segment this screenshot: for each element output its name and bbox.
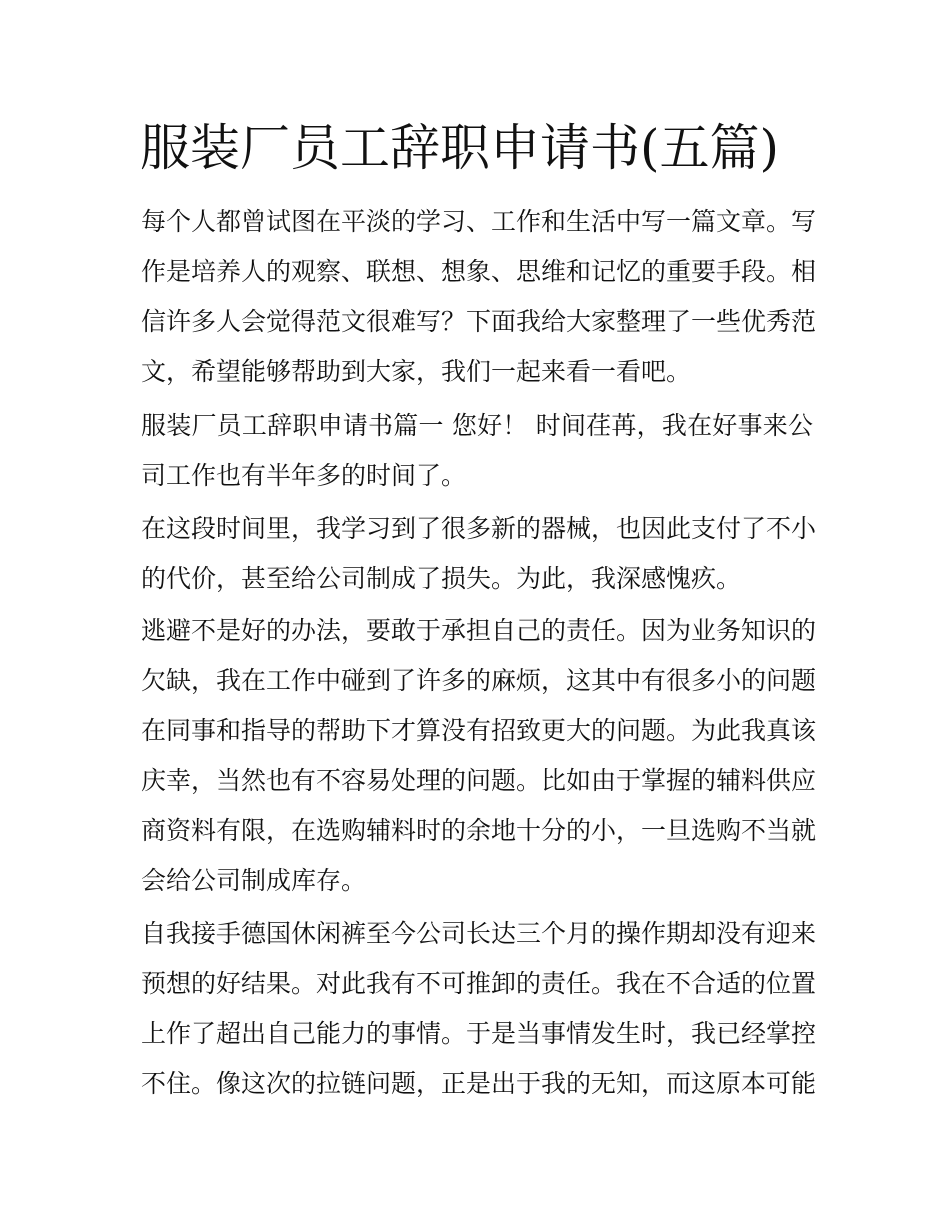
body-line: 文，希望能够帮助到大家，我们一起来看一看吧。: [141, 357, 692, 386]
body-line: 在这段时间里，我学习到了很多新的器械，也因此支付了不小: [141, 514, 817, 543]
body-line: 逃避不是好的办法，要敢于承担自己的责任。因为业务知识的: [141, 616, 817, 645]
body-line: 在同事和指导的帮助下才算没有招致更大的问题。为此我真该: [141, 716, 817, 745]
body-line: 欠缺，我在工作中碰到了许多的麻烦，这其中有很多小的问题: [141, 666, 817, 695]
body-line: 自我接手德国休闲裤至今公司长达三个月的操作期却没有迎来: [141, 919, 817, 948]
body-line: 会给公司制成库存。: [141, 866, 367, 895]
document-title: 服装厂员工辞职申请书(五篇): [140, 119, 780, 177]
body-line: 信许多人会觉得范文很难写？下面我给大家整理了一些优秀范: [141, 307, 817, 336]
body-line: 商资料有限，在选购辅料时的余地十分的小，一旦选购不当就: [141, 816, 817, 845]
body-line: 服装厂员工辞职申请书篇一 您好！ 时间荏苒，我在好事来公: [141, 411, 813, 440]
body-line: 的代价，甚至给公司制成了损失。为此，我深感愧疚。: [141, 564, 742, 593]
body-line: 预想的好结果。对此我有不可推卸的责任。我在不合适的位置: [141, 969, 817, 998]
body-line: 不住。像这次的拉链问题，正是出于我的无知，而这原本可能: [141, 1069, 817, 1098]
body-line: 每个人都曾试图在平淡的学习、工作和生活中写一篇文章。写: [141, 207, 817, 236]
body-line: 司工作也有半年多的时间了。: [141, 461, 467, 490]
body-line: 上作了超出自己能力的事情。于是当事情发生时，我已经掌控: [141, 1019, 817, 1048]
body-line: 庆幸，当然也有不容易处理的问题。比如由于掌握的辅料供应: [141, 766, 817, 795]
body-line: 作是培养人的观察、联想、想象、思维和记忆的重要手段。相: [141, 257, 817, 286]
